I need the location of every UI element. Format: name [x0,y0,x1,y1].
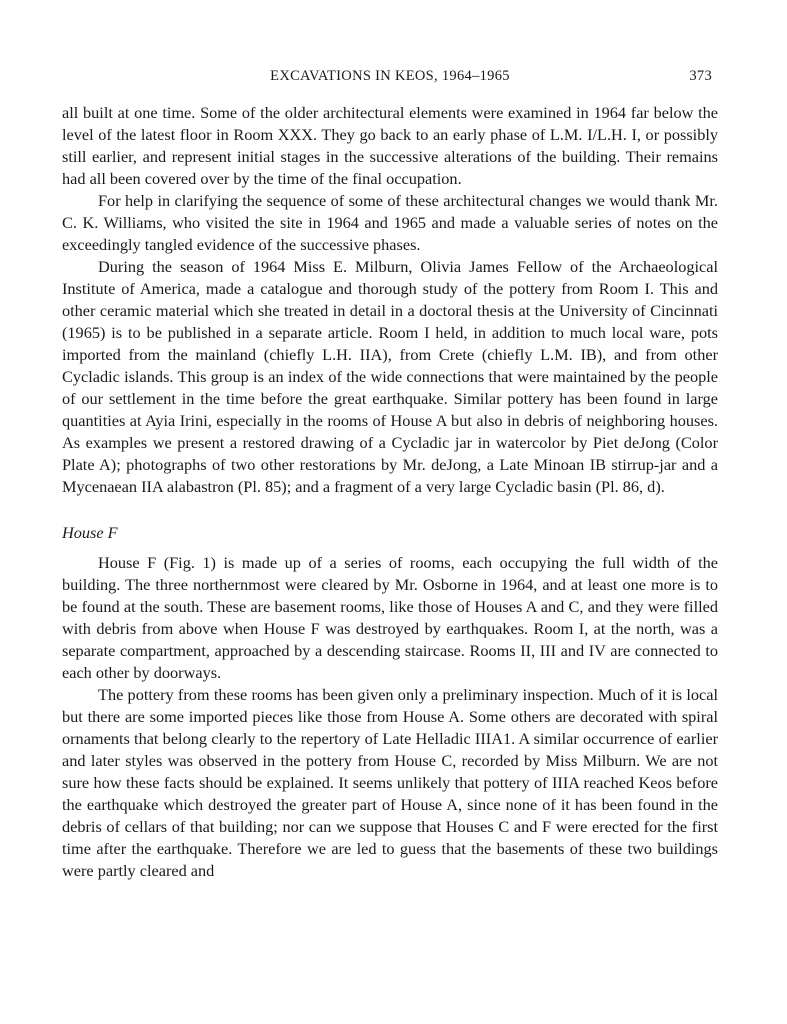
paragraph-continuation: all built at one time. Some of the older architectural elements were examined in 1964 far below the level of the latest floor in Room XXX. They go back to an early phase of L.M. I/L.H. I, or possibly still earlier, and represent initial stages in the successive alterations of the building. Their remains had all been covered over by the time of the final occupation. [62,103,718,188]
page-number: 373 [689,68,712,84]
document-page [62,60,718,882]
paragraph-acknowledgement: For help in clarifying the sequence of some of these architectural changes we would thank Mr. C. K. Williams, who visited the site in 1964 and 1965 and made a valuable series of notes on the exceedingly tangled evidence of the successive phases. [62,191,718,254]
paragraph-pottery-study: During the season of 1964 Miss E. Milburn, Olivia James Fellow of the Archaeological Institute of America, made a catalogue and thorough study of the pottery from Room I. This and other ceramic material which she treated in detail in a doctoral thesis at the University of Cincinnati (1965) is to be published in a separate article. Room I held, in addition to much local ware, pots imported from the mainland (chiefly L.H. IIA), from Crete (chiefly L.M. IB), and from other Cycladic islands. This group is an index of the wide connections that were maintained by the people of our settlement in the time before the great earthquake. Similar pottery has been found in large quantities at Ayia Irini, especially in the rooms of House A but also in debris of neighboring houses. As examples we present a restored drawing of a Cycladic jar in watercolor by Piet deJong (Color Plate A); photographs of two other restorations by Mr. deJong, a Late Minoan IB stirrup-jar and a Mycenaean IIA alabastron (Pl. 85); and a fragment of a very large Cycladic basin (Pl. 86, d). [62,257,718,496]
section-heading-house-f: House F [62,523,118,542]
running-title: EXCAVATIONS IN KEOS, 1964–1965 [270,68,510,84]
paragraph-house-f-pottery: The pottery from these rooms has been given only a preliminary inspection. Much of it is local but there are some imported pieces like those from House A. Some others are decorated with spiral ornaments that belong clearly to the repertory of Late Helladic IIIA1. A similar occurrence of earlier and later styles was observed in the pottery from House C, recorded by Miss Milburn. We are not sure how these facts should be explained. It seems unlikely that pottery of IIIA reached Keos before the earthquake which destroyed the greater part of House A, since none of it has been found in the debris of cellars of that building; nor can we suppose that Houses C and F were erected for the first time after the earthquake. Therefore we are led to guess that the basements of these two buildings were partly cleared and [62,685,718,880]
paragraph-house-f-description: House F (Fig. 1) is made up of a series of rooms, each occupying the full width of the building. The three northernmost were cleared by Mr. Osborne in 1964, and at least one more is to be found at the south. These are basement rooms, like those of Houses A and C, and they were filled with debris from above when House F was destroyed by earthquakes. Room I, at the north, was a separate compartment, approached by a descending staircase. Rooms II, III and IV are connected to each other by doorways. [62,553,718,682]
running-header [62,60,718,90]
